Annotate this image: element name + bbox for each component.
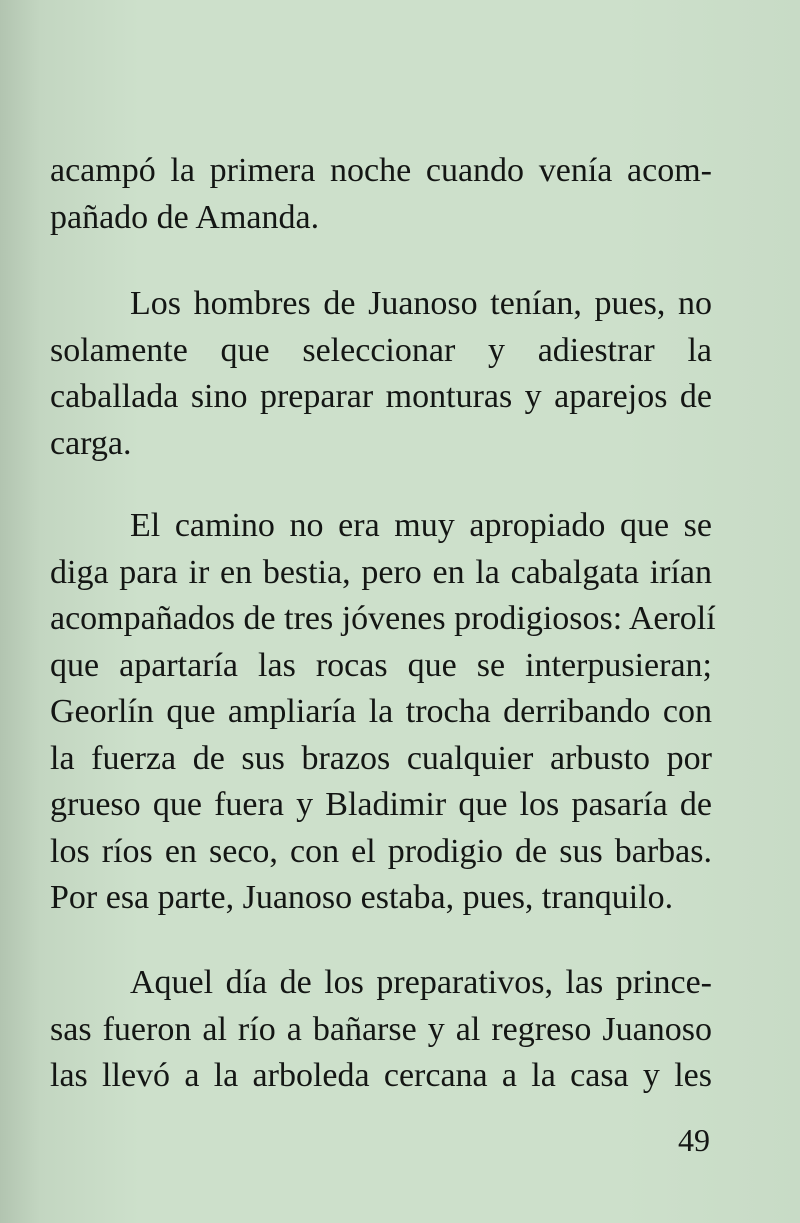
text-line: diga para ir en bestia, pero en la cabalgata irían: [50, 553, 712, 591]
text-line: sas fueron al río a bañarse y al regreso Juanoso: [50, 1010, 712, 1048]
text-line: Los hombres de Juanoso tenían, pues, no: [130, 285, 712, 322]
text-line: Por esa parte, Juanoso estaba, pues, tranquilo.: [50, 879, 674, 916]
paragraph-2: [50, 281, 712, 467]
paragraph-3: [50, 503, 716, 922]
text-line: caballada sino preparar monturas y aparejos de: [50, 378, 712, 415]
text-line: acompañados de tres jóvenes prodigiosos: Aerolí: [50, 600, 716, 637]
paragraph-4: [50, 960, 712, 1100]
text-line: carga.: [50, 424, 132, 462]
text-line: pañado de Amanda.: [50, 198, 320, 236]
text-line: solamente que seleccionar y adiestrar la: [50, 331, 712, 369]
paragraph-1: [50, 148, 712, 241]
text-line: que apartaría las rocas que se interpusieran;: [50, 646, 712, 684]
text-line: El camino no era muy apropiado que se: [130, 507, 712, 544]
text-line: los ríos en seco, con el prodigio de sus barbas.: [50, 832, 712, 870]
text-line: acampó la primera noche cuando venía acom-: [50, 152, 712, 189]
page-number: 49: [678, 1122, 710, 1158]
text-line: Aquel día de los preparativos, las prince-: [130, 964, 712, 1001]
text-line: la fuerza de sus brazos cualquier arbusto por: [50, 739, 712, 777]
text-line: Georlín que ampliaría la trocha derribando con: [50, 693, 712, 730]
text-line: las llevó a la arboleda cercana a la casa y les: [50, 1057, 712, 1094]
text-line: grueso que fuera y Bladimir que los pasaría de: [50, 786, 712, 823]
